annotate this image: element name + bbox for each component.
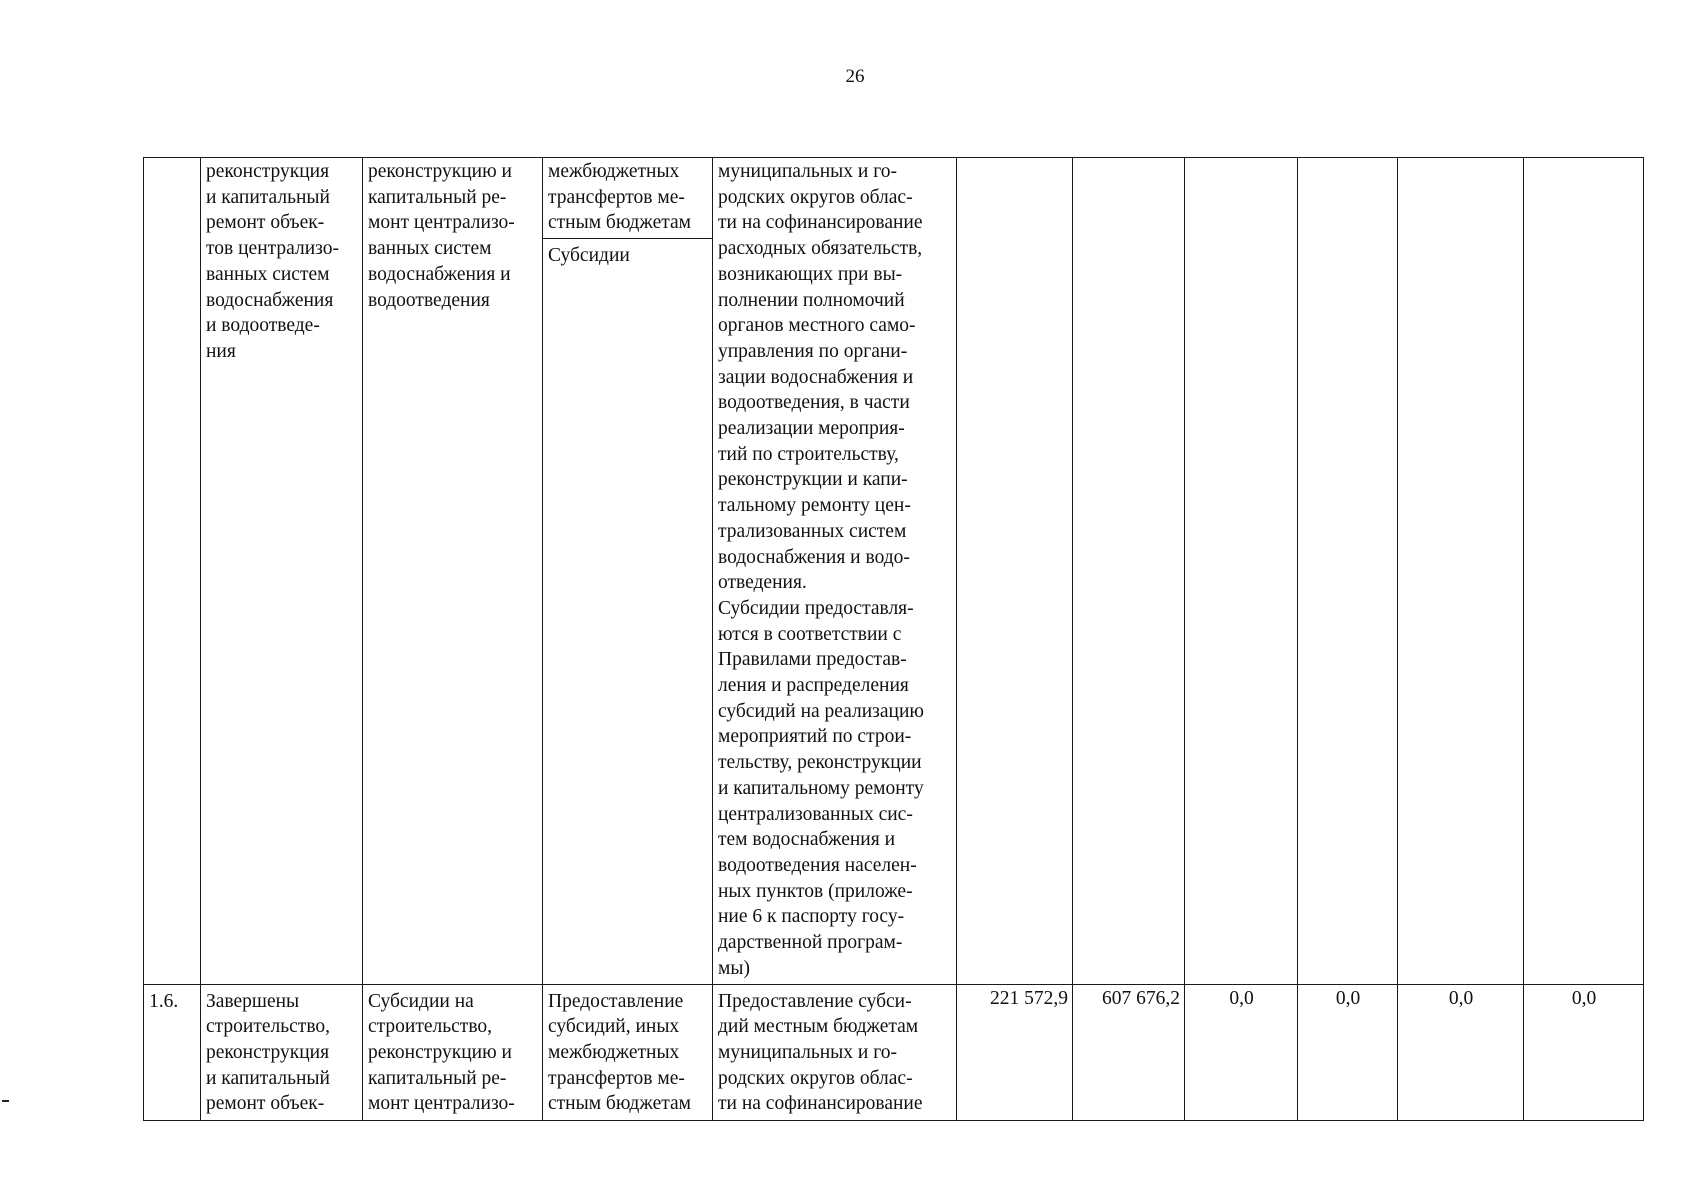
- activity-cell: [363, 158, 543, 985]
- value-cell: 0,0: [1398, 984, 1524, 1120]
- mechanism-cell: [543, 158, 713, 985]
- result-text: реконструкция и капитальный ремонт объек- тов централизо- ванных систем водоснабжения и водоотведе- ния: [206, 161, 339, 362]
- activity-cell: [363, 984, 543, 1120]
- value-cell: [1073, 158, 1185, 985]
- program-table: [143, 157, 1644, 1121]
- value-cell: 221 572,9: [957, 984, 1073, 1120]
- result-text: Завершены строительство, реконструкция и капитальный ремонт объек-: [206, 990, 331, 1115]
- description-cell: [713, 984, 957, 1120]
- value-cell: [1298, 158, 1398, 985]
- scan-mark: [2, 1100, 9, 1102]
- mechanism-text: межбюджетных трансфертов ме- стным бюджетам: [548, 161, 691, 234]
- description-text: Предоставление субси- дий местным бюджетам муниципальных и го- родских округов облас- ти на софинансирование: [718, 990, 923, 1115]
- table-row: [144, 984, 1644, 1120]
- value-cell: [1524, 158, 1644, 985]
- page-number: 26: [845, 66, 865, 87]
- value-cell: 0,0: [1298, 984, 1398, 1120]
- activity-text: Субсидии на строительство, реконструкцию и капитальный ре- монт централизо-: [368, 990, 515, 1115]
- result-cell: [201, 158, 363, 985]
- description-text: муниципальных и го- родских округов облас- ти на софинансирование расходных обязательств, возникающих при вы- полнении полномочий органов местного само- управления по органи- зации водоснабжения и водоотведения, в части реализации мероприя- тий по строительству, реконструкции и капи- тальному ремонту цен- трализованных систем водоснабжения и водо- отведения. Субсидии предоставля- ются в соответствии с Правилами предостав- ления и распределения субсидий на реализацию мероприятий по строи- тельству, реконструкции и капитальному ремонту централизованных сис- тем водоснабжения и водоотведения населен- ных пунктов (приложе- ние 6 к паспорту госу- дарственной програм- мы): [718, 161, 924, 979]
- value-cell: 607 676,2: [1073, 984, 1185, 1120]
- value-cell: [1398, 158, 1524, 985]
- mechanism-subtext: Субсидии: [543, 238, 712, 269]
- row-number: 1.6.: [144, 984, 201, 1120]
- description-cell: [713, 158, 957, 985]
- mechanism-cell: [543, 984, 713, 1120]
- mechanism-text: Предоставление субсидий, иных межбюджетных трансфертов ме- стным бюджетам: [548, 990, 691, 1115]
- result-cell: [201, 984, 363, 1120]
- activity-text: реконструкцию и капитальный ре- монт централизо- ванных систем водоснабжения и водоотведения: [368, 161, 515, 311]
- value-cell: 0,0: [1524, 984, 1644, 1120]
- row-number: [144, 158, 201, 985]
- value-cell: [1185, 158, 1298, 985]
- table-row: [144, 158, 1644, 985]
- value-cell: [957, 158, 1073, 985]
- value-cell: 0,0: [1185, 984, 1298, 1120]
